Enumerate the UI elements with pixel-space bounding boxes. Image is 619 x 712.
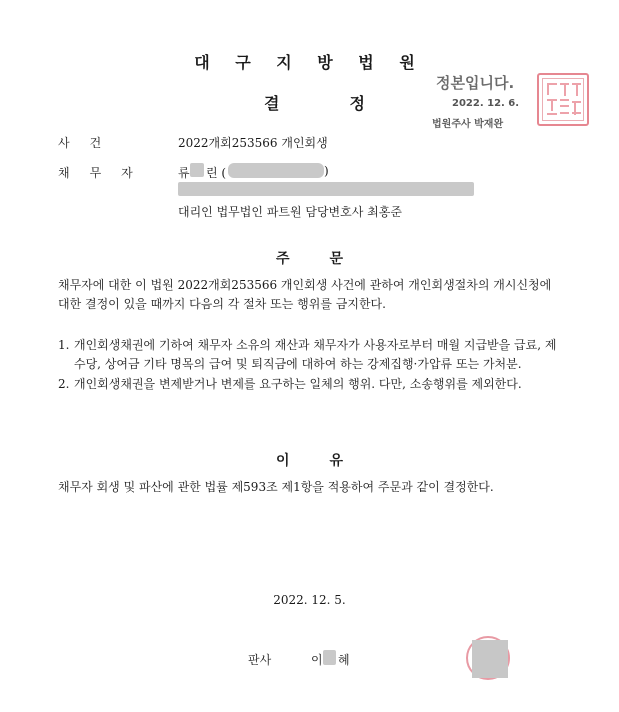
debtor-id-redaction xyxy=(228,163,324,178)
judge-seal-stamp xyxy=(466,636,510,680)
debtor-agent: 대리인 법무법인 파트원 담당변호사 최홍준 xyxy=(178,205,402,219)
case-label: 사건 xyxy=(58,136,122,150)
debtor-address-redaction xyxy=(178,182,474,196)
judge-title: 판사 xyxy=(248,653,272,667)
reason-text: 채무자 회생 및 파산에 관한 법률 제593조 제1항을 적용하여 주문과 같이 결정한다. xyxy=(58,480,494,494)
list-item-number: 1. xyxy=(58,338,70,352)
debtor-name-last: 린 ( xyxy=(206,166,227,180)
certified-copy-label: 정본입니다. xyxy=(436,74,515,92)
list-item-text: 개인회생채권을 변제받거나 변제를 요구하는 일체의 행위. 다만, 소송행위를 제외한다. xyxy=(74,377,522,391)
case-number: 2022개회253566 개인회생 xyxy=(178,136,328,150)
order-intro: 채무자에 대한 이 법원 2022개회253566 개인회생 사건에 관하여 개인회생절차의 개시신청에 대한 결정이 있을 때까지 다음의 각 절차 또는 행위를 금지한다. xyxy=(58,278,552,311)
judge-seal-redaction xyxy=(472,640,508,678)
judge-name-first: 이 xyxy=(311,653,323,667)
debtor-name-redaction xyxy=(190,163,204,177)
list-item xyxy=(58,375,568,394)
judge-name-redaction xyxy=(323,650,336,665)
list-item xyxy=(58,336,568,374)
court-seal-stamp xyxy=(537,73,589,126)
debtor-label: 채무자 xyxy=(58,166,153,180)
decision-date: 2022. 12. 5. xyxy=(273,593,346,607)
order-list xyxy=(58,336,568,395)
debtor-close-paren: ) xyxy=(324,164,329,178)
reason-heading: 이유 xyxy=(275,453,384,469)
list-item-text: 개인회생채권에 기하여 채무자 소유의 재산과 채무자가 사용자로부터 매월 지급받을 급료, 제수당, 상여금 기타 명목의 급여 및 퇴직금에 대하여 하는 강제집행·가압류 또는 가처분. xyxy=(74,338,557,371)
list-item-number: 2. xyxy=(58,377,70,391)
debtor-name-first: 류 xyxy=(178,166,190,180)
court-name: 대 구 지 방 법 원 xyxy=(194,53,425,72)
order-heading: 주문 xyxy=(275,251,384,267)
certification-date: 2022. 12. 6. xyxy=(452,98,520,109)
judge-name-last: 혜 xyxy=(338,653,350,667)
document-title: 결정 xyxy=(264,94,435,113)
certifying-officer: 법원주사 박재완 xyxy=(432,119,504,130)
